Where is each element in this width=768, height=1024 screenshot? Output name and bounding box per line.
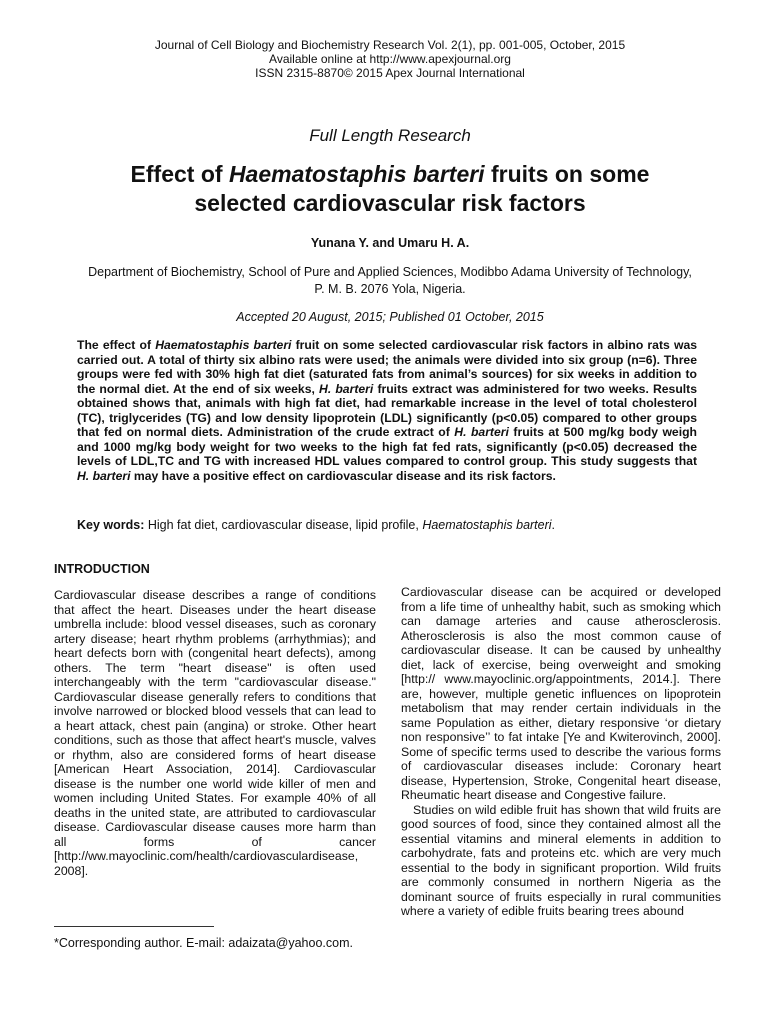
authors: Yunana Y. and Umaru H. A. — [310, 236, 470, 250]
keywords-text: High fat diet, cardiovascular disease, lipid profile, — [144, 518, 423, 532]
keywords-label: Key words: — [77, 518, 145, 532]
abstract-s1: The effect of — [77, 338, 156, 352]
paper-title — [60, 160, 720, 218]
abstract — [77, 338, 697, 483]
footnote-divider — [54, 926, 214, 927]
title-part1: Effect of — [130, 161, 229, 187]
abstract-s7: fruits at 500 mg/kg body weigh and 1000 mg/kg body weight for two weeks to the high fat fed rats, significantly (p<0.05) decreased the levels of LDL,TC and TG with increased HDL values compared to control group. This study suggests that — [77, 425, 697, 468]
journal-url: Available online at http://www.apexjournal.org — [269, 52, 511, 66]
abstract-s9: may have a positive effect on cardiovascular disease and its risk factors. — [130, 468, 556, 483]
affiliation — [40, 264, 740, 298]
abstract-species: H. barteri — [319, 381, 374, 396]
journal-header — [40, 38, 740, 80]
title-part2: fruits on some — [484, 161, 650, 187]
keywords-species: Haematostaphis barteri — [422, 518, 552, 532]
section-heading-introduction: INTRODUCTION — [54, 562, 150, 576]
abstract-species: H. barteri — [77, 468, 131, 483]
abstract-species: H. barteri — [454, 425, 509, 439]
affiliation-line1: Department of Biochemistry, School of Pure and Applied Sciences, Modibbo Adama University of Technology, — [88, 265, 692, 279]
right-paragraph-2: Studies on wild edible fruit has shown that wild fruits are good sources of food, since they contained almost all the essential vitamins and mineral elements in addition to carbohydrate, fats and proteins etc. which are very much essential to the body in significant proportion. Wild fruits are commonly consumed in northern Nigeria as the dominant source of fruits especially in rural communities where a variety of edible fruits bearing trees abound — [401, 802, 721, 918]
keywords-end: . — [551, 518, 556, 532]
corresponding-author-footnote: *Corresponding author. E-mail: adaizata@yahoo.com. — [54, 936, 353, 950]
article-type: Full Length Research — [309, 126, 471, 145]
abstract-species: Haematostaphis barteri — [155, 338, 292, 352]
left-paragraph: Cardiovascular disease describes a range of conditions that affect the heart. Diseases under the heart disease umbrella include: blood vessel diseases, such as coronary artery disease; heart rhythm problems (arrhythmias); and heart defects born with (congenital heart defects), among others. The term "heart disease" is often used interchangeably with the term "cardiovascular disease." Cardiovascular disease generally refers to conditions that involve narrowed or blocked blood vessels that can lead to a heart attack, chest pain (angina) or stroke. Other heart conditions, such as those that affect heart's muscle, valves or rhythm, also are considered forms of heart disease [American Heart Association, 2014]. Cardiovascular disease is the number one world wide killer of men and women including United States. For example 40% of all deaths in the united state, are attributed to cardiovascular disease. Cardiovascular disease causes more harm than all forms of cancer [http://ww.mayoclinic.com/health/cardiovasculardisease, 2008]. — [54, 588, 376, 878]
publication-dates: Accepted 20 August, 2015; Published 01 October, 2015 — [236, 310, 544, 324]
abstract-s3: fruit on some selected cardiovascular risk factors in albino rats was carried out. A total of thirty six albino rats were used; the animals were divided into six group (n=6). Three groups were fed with 30% high fat diet (saturated fats from animal’s sources) for six weeks in addition to the normal diet. At the end of six weeks, — [77, 338, 697, 396]
journal-citation: Journal of Cell Biology and Biochemistry Research Vol. 2(1), pp. 001-005, October, 2015 — [154, 38, 626, 52]
left-column — [54, 588, 376, 878]
title-species: Haematostaphis barteri — [228, 161, 485, 187]
abstract-s5: fruits extract was administered for two weeks. Results obtained shows that, animals with high fat diet, had remarkable increase in the level of total cholesterol (TC), triglycerides (TG) and low density lipoprotein (LDL) significantly (p<0.05) compared to other groups that fed on normal diets. Administration of the crude extract of — [77, 381, 697, 439]
keywords — [77, 518, 717, 532]
journal-issn: ISSN 2315-8870© 2015 Apex Journal International — [255, 66, 525, 80]
right-paragraph-1: Cardiovascular disease can be acquired or developed from a life time of unhealthy habit, such as smoking which can damage arteries and cause atherosclerosis. Atherosclerosis is also the most common cause of cardiovascular disease. It can be caused by unhealthy diet, lack of exercise, being overweight and smoking [http:// www.mayoclinic.org/appointments, 2014.]. There are, however, multiple genetic influences on lipoprotein metabolism that may render certain individuals in the same Population as either, dietary responsive ‘or dietary non responsive’’ to fat intake [Ye and Kwiterovinch, 2000]. Some of specific terms used to describe the various forms of cardiovascular diseases include: Coronary heart disease, Hypertension, Stroke, Congenital heart disease, Rheumatic heart disease and Congestive failure. — [401, 585, 721, 802]
right-column — [401, 585, 721, 919]
affiliation-line2: P. M. B. 2076 Yola, Nigeria. — [314, 282, 466, 296]
title-line2: selected cardiovascular risk factors — [194, 190, 586, 216]
